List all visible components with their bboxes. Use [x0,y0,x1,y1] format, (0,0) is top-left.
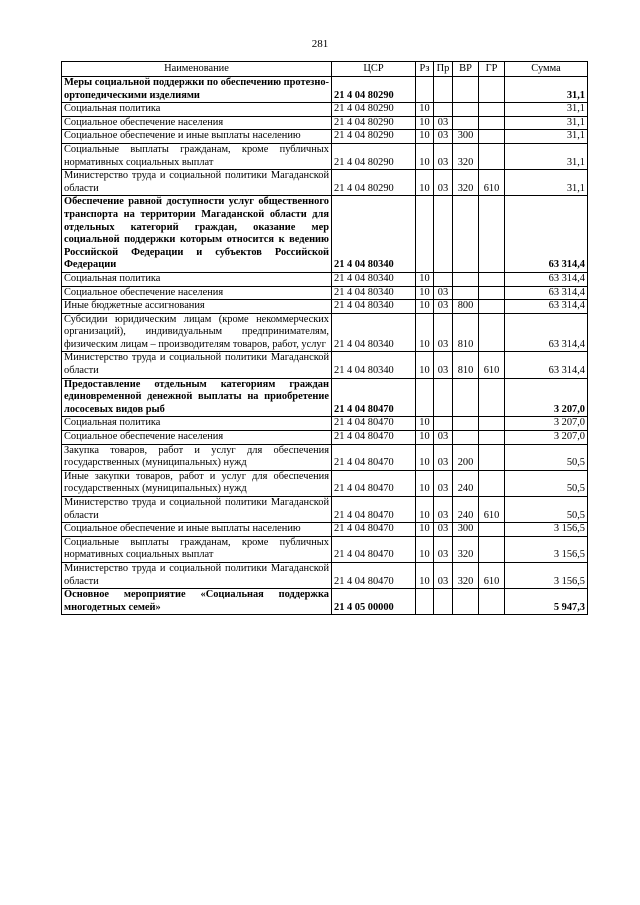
cell-name: Социальное обеспечение населения [62,431,332,445]
table-row [62,130,588,144]
cell-csr: 21 4 04 80340 [332,196,416,273]
cell-name: Обеспечение равной доступности услуг общественного транспорта на территории Магаданской области для отдельных категорий граждан, оказание мер социальной поддержки которым относится к ведению Российской Федерации и субъектов Российской Федерации [62,196,332,273]
header-pr: Пр [434,62,453,77]
cell-gr [479,143,505,169]
cell-gr: 610 [479,562,505,588]
cell-pr [434,272,453,286]
cell-name: Меры социальной поддержки по обеспечению протезно-ортопедическими изделиями [62,77,332,103]
cell-rz: 10 [416,130,434,144]
cell-csr: 21 4 04 80470 [332,417,416,431]
cell-gr [479,536,505,562]
table-row [62,431,588,445]
cell-name: Социальная политика [62,103,332,117]
cell-vr [453,272,479,286]
table-row [62,536,588,562]
cell-gr [479,523,505,537]
cell-csr: 21 4 04 80290 [332,103,416,117]
header-gr: ГР [479,62,505,77]
table-row [62,352,588,378]
cell-gr [479,116,505,130]
table-row [62,116,588,130]
cell-vr: 810 [453,352,479,378]
cell-name: Министерство труда и социальной политики Магаданской области [62,497,332,523]
cell-pr: 03 [434,300,453,314]
cell-rz: 10 [416,116,434,130]
cell-name: Социальное обеспечение населения [62,116,332,130]
cell-sum: 31,1 [505,103,588,117]
header-rz: Рз [416,62,434,77]
cell-rz [416,196,434,273]
cell-gr [479,300,505,314]
cell-gr: 610 [479,352,505,378]
cell-name: Социальная политика [62,272,332,286]
cell-name: Министерство труда и социальной политики Магаданской области [62,562,332,588]
cell-rz: 10 [416,313,434,352]
table-row [62,313,588,352]
cell-csr: 21 4 04 80340 [332,313,416,352]
cell-csr: 21 4 04 80470 [332,470,416,496]
cell-name: Министерство труда и социальной политики Магаданской области [62,170,332,196]
cell-rz: 10 [416,444,434,470]
cell-pr [434,417,453,431]
cell-vr [453,286,479,300]
cell-vr: 240 [453,497,479,523]
cell-rz: 10 [416,143,434,169]
cell-gr [479,103,505,117]
cell-sum: 3 207,0 [505,417,588,431]
cell-rz: 10 [416,497,434,523]
cell-name: Субсидии юридическим лицам (кроме некоммерческих организаций), индивидуальным предпринимателям, физическим лицам – производителям товаров, работ, услуг [62,313,332,352]
cell-sum: 63 314,4 [505,352,588,378]
cell-gr [479,470,505,496]
cell-sum: 63 314,4 [505,313,588,352]
cell-gr [479,378,505,417]
cell-sum: 5 947,3 [505,589,588,615]
cell-csr: 21 4 05 00000 [332,589,416,615]
header-vr: ВР [453,62,479,77]
cell-rz: 10 [416,170,434,196]
cell-rz [416,77,434,103]
cell-gr [479,444,505,470]
cell-name: Социальное обеспечение населения [62,286,332,300]
cell-sum: 3 156,5 [505,562,588,588]
table-row [62,170,588,196]
cell-pr: 03 [434,497,453,523]
cell-name: Социальные выплаты гражданам, кроме публичных нормативных социальных выплат [62,143,332,169]
cell-rz: 10 [416,272,434,286]
cell-rz [416,378,434,417]
cell-rz: 10 [416,286,434,300]
cell-name: Иные бюджетные ассигнования [62,300,332,314]
table-row [62,378,588,417]
table-row [62,562,588,588]
cell-vr [453,378,479,417]
cell-name: Социальное обеспечение и иные выплаты населению [62,523,332,537]
cell-csr: 21 4 04 80470 [332,378,416,417]
cell-pr [434,589,453,615]
cell-name: Социальное обеспечение и иные выплаты населению [62,130,332,144]
cell-sum: 31,1 [505,143,588,169]
cell-csr: 21 4 04 80340 [332,272,416,286]
cell-pr: 03 [434,286,453,300]
cell-csr: 21 4 04 80470 [332,431,416,445]
cell-gr [479,272,505,286]
cell-name: Социальная политика [62,417,332,431]
cell-gr [479,77,505,103]
cell-vr [453,589,479,615]
cell-pr: 03 [434,536,453,562]
cell-sum: 50,5 [505,497,588,523]
header-sum: Сумма [505,62,588,77]
cell-rz: 10 [416,352,434,378]
budget-table [61,61,588,615]
cell-pr [434,378,453,417]
table-row [62,272,588,286]
cell-sum: 3 156,5 [505,536,588,562]
cell-vr: 300 [453,523,479,537]
cell-gr [479,130,505,144]
header-name: Наименование [62,62,332,77]
cell-gr [479,286,505,300]
cell-csr: 21 4 04 80290 [332,77,416,103]
table-row [62,300,588,314]
page-number: 281 [311,38,329,50]
cell-sum: 63 314,4 [505,286,588,300]
cell-csr: 21 4 04 80470 [332,536,416,562]
cell-pr: 03 [434,470,453,496]
cell-rz: 10 [416,562,434,588]
cell-gr [479,196,505,273]
cell-sum: 31,1 [505,77,588,103]
cell-vr: 320 [453,536,479,562]
table-row [62,286,588,300]
cell-csr: 21 4 04 80340 [332,300,416,314]
table-row [62,417,588,431]
cell-pr [434,103,453,117]
cell-vr [453,417,479,431]
cell-name: Закупка товаров, работ и услуг для обеспечения государственных (муниципальных) нужд [62,444,332,470]
cell-pr: 03 [434,170,453,196]
cell-csr: 21 4 04 80340 [332,286,416,300]
cell-sum: 31,1 [505,116,588,130]
table-row [62,196,588,273]
cell-vr: 300 [453,130,479,144]
cell-csr: 21 4 04 80290 [332,170,416,196]
table-header-row [62,62,588,77]
cell-pr: 03 [434,143,453,169]
cell-rz: 10 [416,300,434,314]
cell-vr: 320 [453,143,479,169]
cell-csr: 21 4 04 80470 [332,562,416,588]
cell-pr: 03 [434,523,453,537]
cell-vr: 800 [453,300,479,314]
cell-pr: 03 [434,313,453,352]
table-row [62,143,588,169]
cell-vr [453,116,479,130]
cell-name: Предоставление отдельным категориям граждан единовременной денежной выплаты на приобретение лососевых видов рыб [62,378,332,417]
cell-pr: 03 [434,130,453,144]
cell-sum: 63 314,4 [505,272,588,286]
cell-vr: 320 [453,170,479,196]
table-row [62,444,588,470]
cell-gr: 610 [479,497,505,523]
cell-pr [434,77,453,103]
cell-sum: 63 314,4 [505,196,588,273]
cell-vr [453,77,479,103]
cell-vr [453,103,479,117]
table-row [62,589,588,615]
cell-rz: 10 [416,417,434,431]
cell-csr: 21 4 04 80290 [332,130,416,144]
cell-csr: 21 4 04 80470 [332,497,416,523]
cell-gr [479,417,505,431]
cell-rz: 10 [416,536,434,562]
cell-csr: 21 4 04 80290 [332,116,416,130]
cell-rz: 10 [416,470,434,496]
cell-vr [453,196,479,273]
cell-name: Основное мероприятие «Социальная поддержка многодетных семей» [62,589,332,615]
cell-gr: 610 [479,170,505,196]
cell-pr: 03 [434,352,453,378]
cell-vr: 320 [453,562,479,588]
cell-pr [434,196,453,273]
cell-sum: 3 156,5 [505,523,588,537]
table-row [62,497,588,523]
table-row [62,523,588,537]
cell-csr: 21 4 04 80470 [332,444,416,470]
cell-sum: 31,1 [505,130,588,144]
cell-csr: 21 4 04 80340 [332,352,416,378]
cell-rz: 10 [416,103,434,117]
cell-sum: 63 314,4 [505,300,588,314]
cell-sum: 50,5 [505,470,588,496]
cell-name: Социальные выплаты гражданам, кроме публичных нормативных социальных выплат [62,536,332,562]
cell-pr: 03 [434,116,453,130]
cell-rz: 10 [416,523,434,537]
cell-rz [416,589,434,615]
cell-sum: 31,1 [505,170,588,196]
cell-csr: 21 4 04 80470 [332,523,416,537]
cell-sum: 50,5 [505,444,588,470]
table-row [62,470,588,496]
cell-sum: 3 207,0 [505,378,588,417]
cell-vr [453,431,479,445]
cell-name: Иные закупки товаров, работ и услуг для обеспечения государственных (муниципальных) нужд [62,470,332,496]
cell-gr [479,589,505,615]
header-csr: ЦСР [332,62,416,77]
table-row [62,77,588,103]
cell-gr [479,431,505,445]
cell-name: Министерство труда и социальной политики Магаданской области [62,352,332,378]
cell-vr: 200 [453,444,479,470]
cell-pr: 03 [434,562,453,588]
cell-vr: 810 [453,313,479,352]
cell-pr: 03 [434,431,453,445]
cell-pr: 03 [434,444,453,470]
cell-rz: 10 [416,431,434,445]
cell-gr [479,313,505,352]
cell-csr: 21 4 04 80290 [332,143,416,169]
cell-vr: 240 [453,470,479,496]
table-row [62,103,588,117]
cell-sum: 3 207,0 [505,431,588,445]
